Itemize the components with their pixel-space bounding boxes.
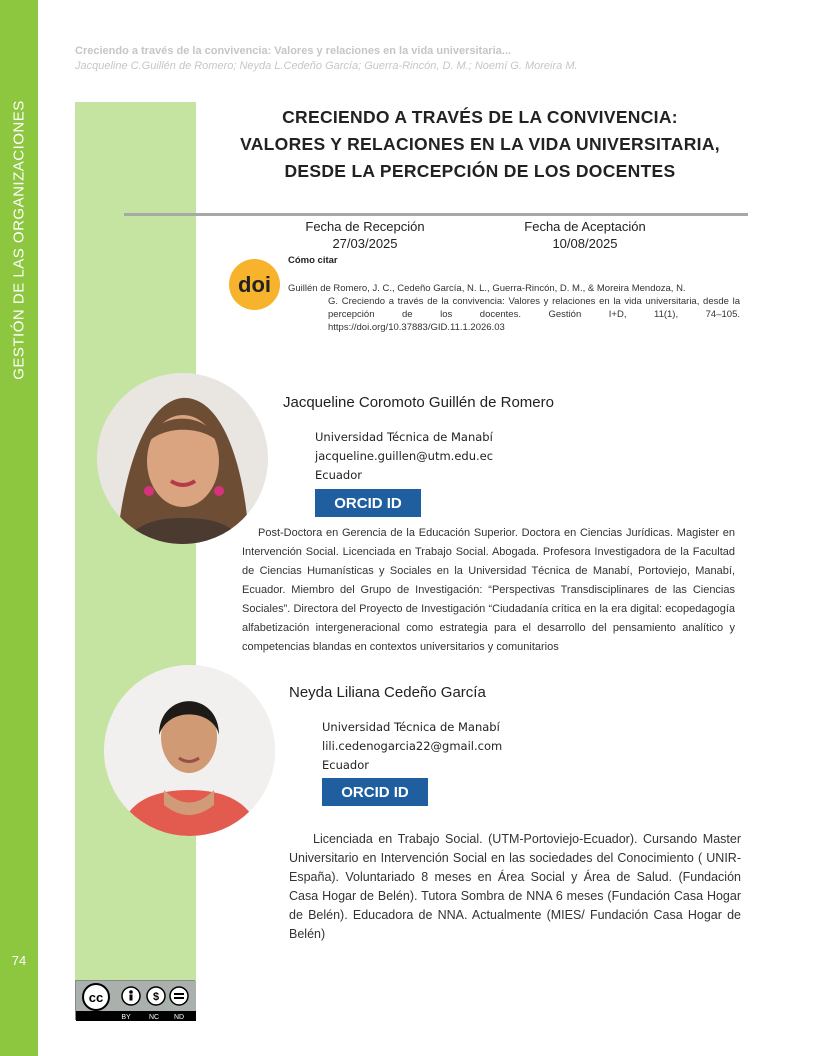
- article-title: [200, 104, 760, 185]
- reception-date: 27/03/2025: [332, 236, 398, 251]
- citation[interactable]: [288, 282, 740, 334]
- decorative-panel: [75, 102, 196, 1020]
- author-affiliation: [315, 428, 493, 485]
- license-by: BY: [121, 1014, 131, 1021]
- title-line: DESDE LA PERCEPCIÓN DE LOS DOCENTES: [284, 161, 676, 181]
- reception-block: [290, 218, 440, 252]
- section-label: GESTIÓN DE LAS ORGANIZACIONES: [10, 100, 28, 380]
- orcid-button[interactable]: ORCID ID: [315, 489, 421, 517]
- country: Ecuador: [315, 468, 362, 482]
- page-number: 74: [11, 953, 27, 968]
- running-header-authors: Jacqueline C.Guillén de Romero; Neyda L.Cedeño García; Guerra-Rincón, D. M.; Noemí G. Moreira M.: [75, 60, 578, 72]
- author-affiliation: [322, 718, 502, 775]
- university: Universidad Técnica de Manabí: [315, 430, 493, 444]
- license-nc: NC: [148, 1014, 160, 1021]
- running-header-title: Creciendo a través de la convivencia: Valores y relaciones en la vida universitaria...: [75, 45, 511, 57]
- svg-text:$: $: [152, 991, 160, 1003]
- author-name: Jacqueline Coromoto Guillén de Romero: [283, 394, 554, 411]
- cc-text: cc: [88, 990, 104, 1005]
- portrait-icon: [104, 665, 275, 836]
- author-photo: [104, 665, 275, 836]
- acceptance-block: [505, 218, 665, 252]
- title-divider: [124, 213, 748, 216]
- citation-first-line: Guillén de Romero, J. C., Cedeño García, N. L., Guerra-Rincón, D. M., & Moreira Mendoza, N.: [288, 283, 686, 294]
- doi-logo-icon: doi: [229, 259, 280, 310]
- author-name: Neyda Liliana Cedeño García: [289, 684, 486, 701]
- acceptance-label: Fecha de Aceptación: [524, 219, 646, 234]
- license-nd: ND: [173, 1014, 185, 1021]
- cc-by-nc-nd-icon: [76, 981, 196, 1021]
- citation-rest: G. Creciendo a través de la convivencia: Valores y relaciones en la vida universitaria, desde la percepción de los docentes. Gestión I+D, 11(1), 74–105. https://doi.org/10.37883/GID.11.1.2026.03: [328, 296, 740, 333]
- email[interactable]: jacqueline.guillen@utm.edu.ec: [315, 449, 494, 463]
- cite-label: Cómo citar: [288, 255, 338, 266]
- author-photo: [97, 373, 268, 544]
- author-bio: Licenciada en Trabajo Social. (UTM-Portoviejo-Ecuador). Cursando Master Universitario en Intervención Social en las sociedades del Conocimiento ( UNIR- España). Voluntariado 8 meses en Área Social y Área de Salud. (Fundación Casa Hogar de Belén). Tutora Sombra de NNA 6 meses (Fundación Casa Hogar de Belén). Educadora de NNA. Actualmente (MIES/ Fundación Casa Hogar de Belén): [289, 832, 741, 941]
- title-line: VALORES Y RELACIONES EN LA VIDA UNIVERSITARIA,: [240, 134, 720, 154]
- email[interactable]: lili.cedenogarcia22@gmail.com: [322, 739, 503, 753]
- acceptance-date: 10/08/2025: [552, 236, 618, 251]
- author-bio: Post-Doctora en Gerencia de la Educación Superior. Doctora en Ciencias Jurídicas. Magister en Intervención Social. Licenciada en Trabajo Social. Abogada. Profesora Investigadora de la Facultad de Ciencias Humanísticas y Sociales en la Universidad Técnica de Manabí, Portoviejo, Manabí, Ecuador. Miembro del Grupo de Investigación: “Perspectivas Transdisciplinares de las Ciencias Sociales”. Directora del Proyecto de Investigación “Ciudadanía crítica en la era digital: ecopedagogía alfabetización intergeneracional como estrategia para el desarrollo del pensamiento analítico y competencias blandas en contextos universitarios y comunitarios: [242, 527, 735, 653]
- country: Ecuador: [322, 758, 369, 772]
- cc-license-badge[interactable]: [75, 980, 195, 1020]
- reception-label: Fecha de Recepción: [305, 219, 425, 234]
- orcid-button[interactable]: ORCID ID: [322, 778, 428, 806]
- portrait-icon: [97, 373, 268, 544]
- title-line: CRECIENDO A TRAVÉS DE LA CONVIVENCIA:: [282, 107, 678, 127]
- left-color-band: [0, 0, 38, 1056]
- university: Universidad Técnica de Manabí: [322, 720, 500, 734]
- running-header: [75, 44, 795, 74]
